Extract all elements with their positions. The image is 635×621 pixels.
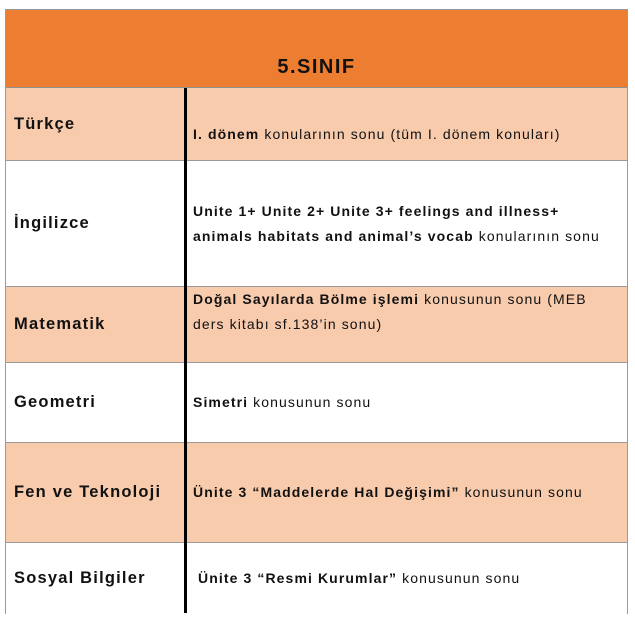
topic-rest: konusunun sonu (MEB ders kitabı sf.138’in sonu) — [193, 291, 587, 332]
topic-cell — [193, 287, 619, 362]
subject-cell: Fen ve Teknoloji — [14, 483, 162, 501]
table-row — [6, 363, 627, 443]
table-row — [6, 543, 627, 614]
topic-cell — [193, 363, 619, 442]
subject-cell: Matematik — [14, 315, 106, 333]
topic-rest: konusunun sonu — [459, 484, 583, 500]
table-row — [6, 287, 627, 363]
topic-rest: konusunun sonu — [248, 394, 372, 410]
subject-cell: Sosyal Bilgiler — [14, 569, 146, 587]
topic-bold: Doğal Sayılarda Bölme işlemi — [193, 291, 420, 307]
subject-cell: İngilizce — [14, 214, 90, 232]
topic-bold: Ünite 3 “Maddelerde Hal Değişimi” — [193, 484, 460, 500]
table-row — [6, 443, 627, 543]
topic-bold: Unite 1+ Unite 2+ Unite 3+ feelings and illness+ animals habitats and animal’s vocab — [193, 202, 560, 244]
topic-bold: Simetri — [193, 394, 249, 410]
table-row — [6, 161, 627, 287]
grade-title: 5.SINIF — [277, 56, 356, 78]
topic-cell — [193, 443, 619, 542]
subject-cell: Türkçe — [14, 114, 76, 133]
topic-rest: konularının sonu — [473, 227, 600, 244]
column-divider — [184, 88, 187, 613]
topic-cell — [193, 161, 619, 286]
topic-rest: konularının sonu (tüm I. dönem konuları) — [259, 125, 561, 142]
topic-bold: I. dönem — [193, 125, 260, 142]
schedule-table — [5, 9, 628, 614]
subject-cell: Geometri — [14, 393, 97, 411]
topic-cell — [198, 543, 619, 614]
table-title — [6, 10, 627, 88]
topic-bold: Ünite 3 “Resmi Kurumlar” — [198, 570, 398, 586]
topic-cell — [193, 88, 619, 160]
table-row — [6, 88, 627, 161]
topic-rest: konusunun sonu — [397, 570, 521, 586]
